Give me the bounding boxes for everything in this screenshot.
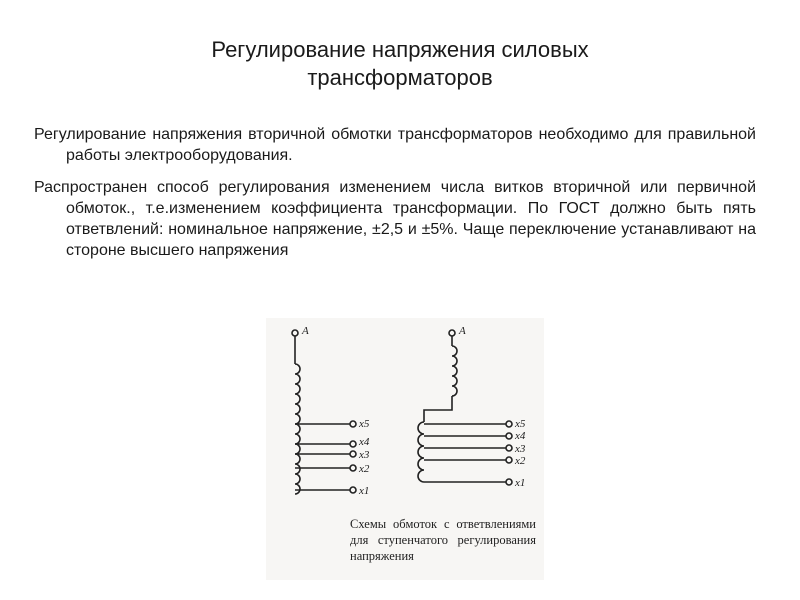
left-tap-label-x1: x1 (359, 485, 370, 497)
right-tap-label-x3: x3 (515, 443, 526, 455)
body-text (34, 124, 756, 272)
left-tap-terminal-x3 (350, 451, 356, 457)
right-crossover-wire (424, 396, 452, 422)
slide-title: Регулирование напряжения силовых трансформаторов (211, 37, 589, 90)
left-tap-terminal-x2 (350, 465, 356, 471)
right-terminal-a-label: A (459, 325, 466, 337)
left-tap-label-x4: x4 (359, 436, 370, 448)
right-upper-winding-coil (452, 346, 457, 396)
right-tap-terminal-x4 (506, 433, 512, 439)
left-terminal-a-circle (292, 330, 298, 336)
right-lower-winding-coil (418, 422, 424, 482)
right-tap-terminal-x1 (506, 479, 512, 485)
right-tap-label-x5: x5 (515, 418, 526, 430)
right-tap-label-x2: x2 (515, 455, 526, 467)
left-terminal-a-label: A (302, 325, 309, 337)
paragraph-2: Распространен способ регулирования изменением числа витков вторичной или первичной обмоток., т.е.изменением коэффициента трансформации. По ГОСТ должно быть пять ответвлений: номинальное напряжение, ±2,5 и ±5%. Чаще переключение устанавливают на стороне высшего напряжения (34, 179, 756, 259)
left-tap-terminal-x1 (350, 487, 356, 493)
left-winding-coil (295, 364, 300, 494)
right-tap-terminal-x5 (506, 421, 512, 427)
left-tap-label-x2: x2 (359, 463, 370, 475)
right-tap-terminal-x3 (506, 445, 512, 451)
winding-diagrams-figure (266, 318, 544, 580)
right-tap-label-x1: x1 (515, 477, 526, 489)
left-tap-label-x3: x3 (359, 449, 370, 461)
right-tap-terminal-x2 (506, 457, 512, 463)
left-tap-terminal-x4 (350, 441, 356, 447)
right-terminal-a-circle (449, 330, 455, 336)
right-tap-label-x4: x4 (515, 430, 526, 442)
paragraph-1: Регулирование напряжения вторичной обмотки трансформаторов необходимо для правильной работы электрооборудования. (34, 126, 756, 164)
left-tap-label-x5: x5 (359, 418, 370, 430)
left-tap-terminal-x5 (350, 421, 356, 427)
figure-caption: Схемы обмоток с ответвлениями для ступенчатого регулирования напряжения (350, 517, 536, 563)
